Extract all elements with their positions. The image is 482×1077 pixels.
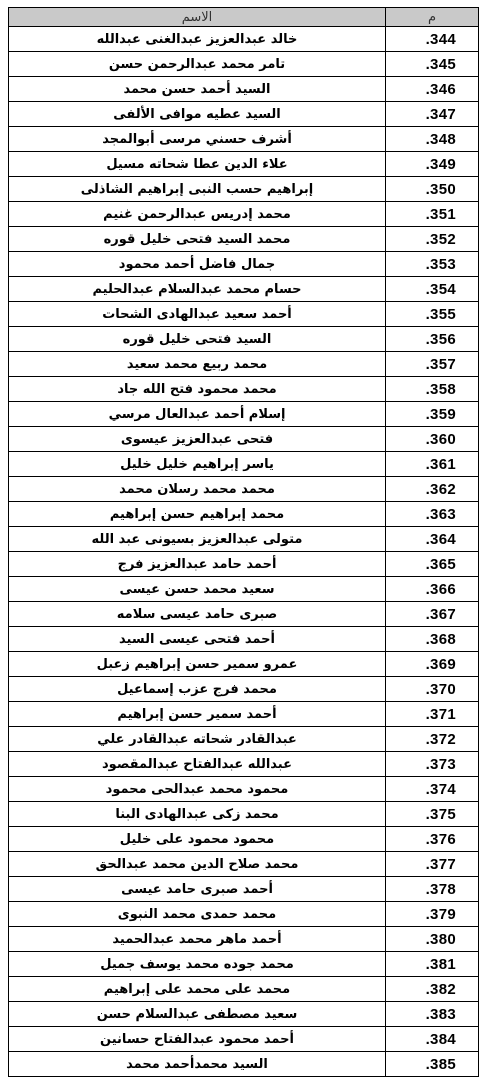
table-row bbox=[9, 527, 479, 552]
table-row bbox=[9, 752, 479, 777]
row-name: محمد فرج عزب إسماعيل bbox=[9, 677, 386, 702]
row-number: .377 bbox=[386, 852, 479, 877]
row-number: .356 bbox=[386, 327, 479, 352]
row-name: محمد زكى عبدالهادى البنا bbox=[9, 802, 386, 827]
row-name: فتحى عبدالعزيز عيسوى bbox=[9, 427, 386, 452]
row-number: .380 bbox=[386, 927, 479, 952]
table-row bbox=[9, 227, 479, 252]
row-name: أشرف حسني مرسى أبوالمجد bbox=[9, 127, 386, 152]
row-number: .381 bbox=[386, 952, 479, 977]
row-number: .362 bbox=[386, 477, 479, 502]
row-number: .346 bbox=[386, 77, 479, 102]
row-number: .384 bbox=[386, 1027, 479, 1052]
header-number: م bbox=[386, 8, 479, 27]
table-row bbox=[9, 452, 479, 477]
row-name: السيد محمدأحمد محمد bbox=[9, 1052, 386, 1077]
row-name: صبرى حامد عيسى سلامه bbox=[9, 602, 386, 627]
row-number: .352 bbox=[386, 227, 479, 252]
table-row bbox=[9, 477, 479, 502]
table-row bbox=[9, 102, 479, 127]
table-row bbox=[9, 627, 479, 652]
row-number: .376 bbox=[386, 827, 479, 852]
row-number: .351 bbox=[386, 202, 479, 227]
row-name: تامر محمد عبدالرحمن حسن bbox=[9, 52, 386, 77]
table-row bbox=[9, 902, 479, 927]
table-row bbox=[9, 652, 479, 677]
row-number: .345 bbox=[386, 52, 479, 77]
row-number: .374 bbox=[386, 777, 479, 802]
row-number: .358 bbox=[386, 377, 479, 402]
row-number: .357 bbox=[386, 352, 479, 377]
table-row bbox=[9, 352, 479, 377]
row-name: خالد عبدالعزيز عبدالغنى عبدالله bbox=[9, 27, 386, 52]
row-name: أحمد فتحى عيسى السيد bbox=[9, 627, 386, 652]
table-row bbox=[9, 1052, 479, 1077]
row-number: .367 bbox=[386, 602, 479, 627]
row-name: عبدالله عبدالفتاح عبدالمقصود bbox=[9, 752, 386, 777]
row-name: محمد ربيع محمد سعيد bbox=[9, 352, 386, 377]
table-row bbox=[9, 702, 479, 727]
row-number: .369 bbox=[386, 652, 479, 677]
row-name: محمد على محمد على إبراهيم bbox=[9, 977, 386, 1002]
table-row bbox=[9, 927, 479, 952]
row-number: .363 bbox=[386, 502, 479, 527]
row-name: السيد عطيه موافى الألفى bbox=[9, 102, 386, 127]
table-row bbox=[9, 277, 479, 302]
row-number: .347 bbox=[386, 102, 479, 127]
row-name: ياسر إبراهيم خليل خليل bbox=[9, 452, 386, 477]
row-name: أحمد سعيد عبدالهادى الشحات bbox=[9, 302, 386, 327]
table-row bbox=[9, 602, 479, 627]
table-row bbox=[9, 427, 479, 452]
row-name: إسلام أحمد عبدالعال مرسي bbox=[9, 402, 386, 427]
row-number: .379 bbox=[386, 902, 479, 927]
table-row bbox=[9, 302, 479, 327]
row-number: .354 bbox=[386, 277, 479, 302]
table-row bbox=[9, 552, 479, 577]
row-name: علاء الدين عطا شحاته مسيل bbox=[9, 152, 386, 177]
row-number: .355 bbox=[386, 302, 479, 327]
row-number: .382 bbox=[386, 977, 479, 1002]
row-name: أحمد سمير حسن إبراهيم bbox=[9, 702, 386, 727]
row-name: محمد إدريس عبدالرحمن غنيم bbox=[9, 202, 386, 227]
table-row bbox=[9, 852, 479, 877]
table-row bbox=[9, 677, 479, 702]
table-body bbox=[9, 27, 479, 1077]
row-name: أحمد ماهر محمد عبدالحميد bbox=[9, 927, 386, 952]
table-header-row bbox=[9, 8, 479, 27]
table-row bbox=[9, 202, 479, 227]
table-row bbox=[9, 727, 479, 752]
row-name: السيد فتحى خليل قوره bbox=[9, 327, 386, 352]
row-name: محمد السيد فتحى خليل قوره bbox=[9, 227, 386, 252]
row-number: .360 bbox=[386, 427, 479, 452]
row-number: .364 bbox=[386, 527, 479, 552]
row-number: .375 bbox=[386, 802, 479, 827]
row-name: محمد محمود فتح الله جاد bbox=[9, 377, 386, 402]
row-number: .359 bbox=[386, 402, 479, 427]
table-row bbox=[9, 952, 479, 977]
row-number: .353 bbox=[386, 252, 479, 277]
row-name: حسام محمد عبدالسلام عبدالحليم bbox=[9, 277, 386, 302]
row-name: إبراهيم حسب النبى إبراهيم الشاذلى bbox=[9, 177, 386, 202]
row-name: أحمد حامد عبدالعزيز فرج bbox=[9, 552, 386, 577]
row-number: .372 bbox=[386, 727, 479, 752]
row-name: محمد جوده محمد يوسف جميل bbox=[9, 952, 386, 977]
row-name: محمد محمد رسلان محمد bbox=[9, 477, 386, 502]
row-name: محمد إبراهيم حسن إبراهيم bbox=[9, 502, 386, 527]
row-number: .371 bbox=[386, 702, 479, 727]
row-name: سعيد مصطفى عبدالسلام حسن bbox=[9, 1002, 386, 1027]
table-row bbox=[9, 802, 479, 827]
table-row bbox=[9, 252, 479, 277]
row-number: .373 bbox=[386, 752, 479, 777]
row-number: .366 bbox=[386, 577, 479, 602]
table-row bbox=[9, 27, 479, 52]
row-number: .350 bbox=[386, 177, 479, 202]
row-name: محمد حمدى محمد النبوى bbox=[9, 902, 386, 927]
table-row bbox=[9, 152, 479, 177]
row-number: .365 bbox=[386, 552, 479, 577]
row-number: .361 bbox=[386, 452, 479, 477]
row-name: جمال فاضل أحمد محمود bbox=[9, 252, 386, 277]
names-table bbox=[8, 7, 479, 1077]
row-number: .385 bbox=[386, 1052, 479, 1077]
table-row bbox=[9, 577, 479, 602]
row-number: .344 bbox=[386, 27, 479, 52]
table-row bbox=[9, 977, 479, 1002]
row-name: محمود محمد عبدالحى محمود bbox=[9, 777, 386, 802]
row-number: .378 bbox=[386, 877, 479, 902]
row-name: السيد أحمد حسن محمد bbox=[9, 77, 386, 102]
row-name: متولى عبدالعزيز بسيونى عبد الله bbox=[9, 527, 386, 552]
table-row bbox=[9, 402, 479, 427]
table-row bbox=[9, 1027, 479, 1052]
table-row bbox=[9, 327, 479, 352]
row-number: .383 bbox=[386, 1002, 479, 1027]
table-row bbox=[9, 377, 479, 402]
row-number: .349 bbox=[386, 152, 479, 177]
table-row bbox=[9, 502, 479, 527]
row-name: عمرو سمير حسن إبراهيم زعبل bbox=[9, 652, 386, 677]
header-name: الاسم bbox=[9, 8, 386, 27]
table-row bbox=[9, 127, 479, 152]
row-name: أحمد محمود عبدالفتاح حسانين bbox=[9, 1027, 386, 1052]
row-number: .348 bbox=[386, 127, 479, 152]
row-name: محمود محمود على خليل bbox=[9, 827, 386, 852]
table-row bbox=[9, 877, 479, 902]
row-name: أحمد صبرى حامد عيسى bbox=[9, 877, 386, 902]
row-name: عبدالقادر شحاته عبدالقادر علي bbox=[9, 727, 386, 752]
row-number: .368 bbox=[386, 627, 479, 652]
table-row bbox=[9, 177, 479, 202]
table-row bbox=[9, 52, 479, 77]
row-name: سعيد محمد حسن عيسى bbox=[9, 577, 386, 602]
table-row bbox=[9, 77, 479, 102]
row-number: .370 bbox=[386, 677, 479, 702]
table-row bbox=[9, 777, 479, 802]
table-row bbox=[9, 827, 479, 852]
table-row bbox=[9, 1002, 479, 1027]
row-name: محمد صلاح الدين محمد عبدالحق bbox=[9, 852, 386, 877]
